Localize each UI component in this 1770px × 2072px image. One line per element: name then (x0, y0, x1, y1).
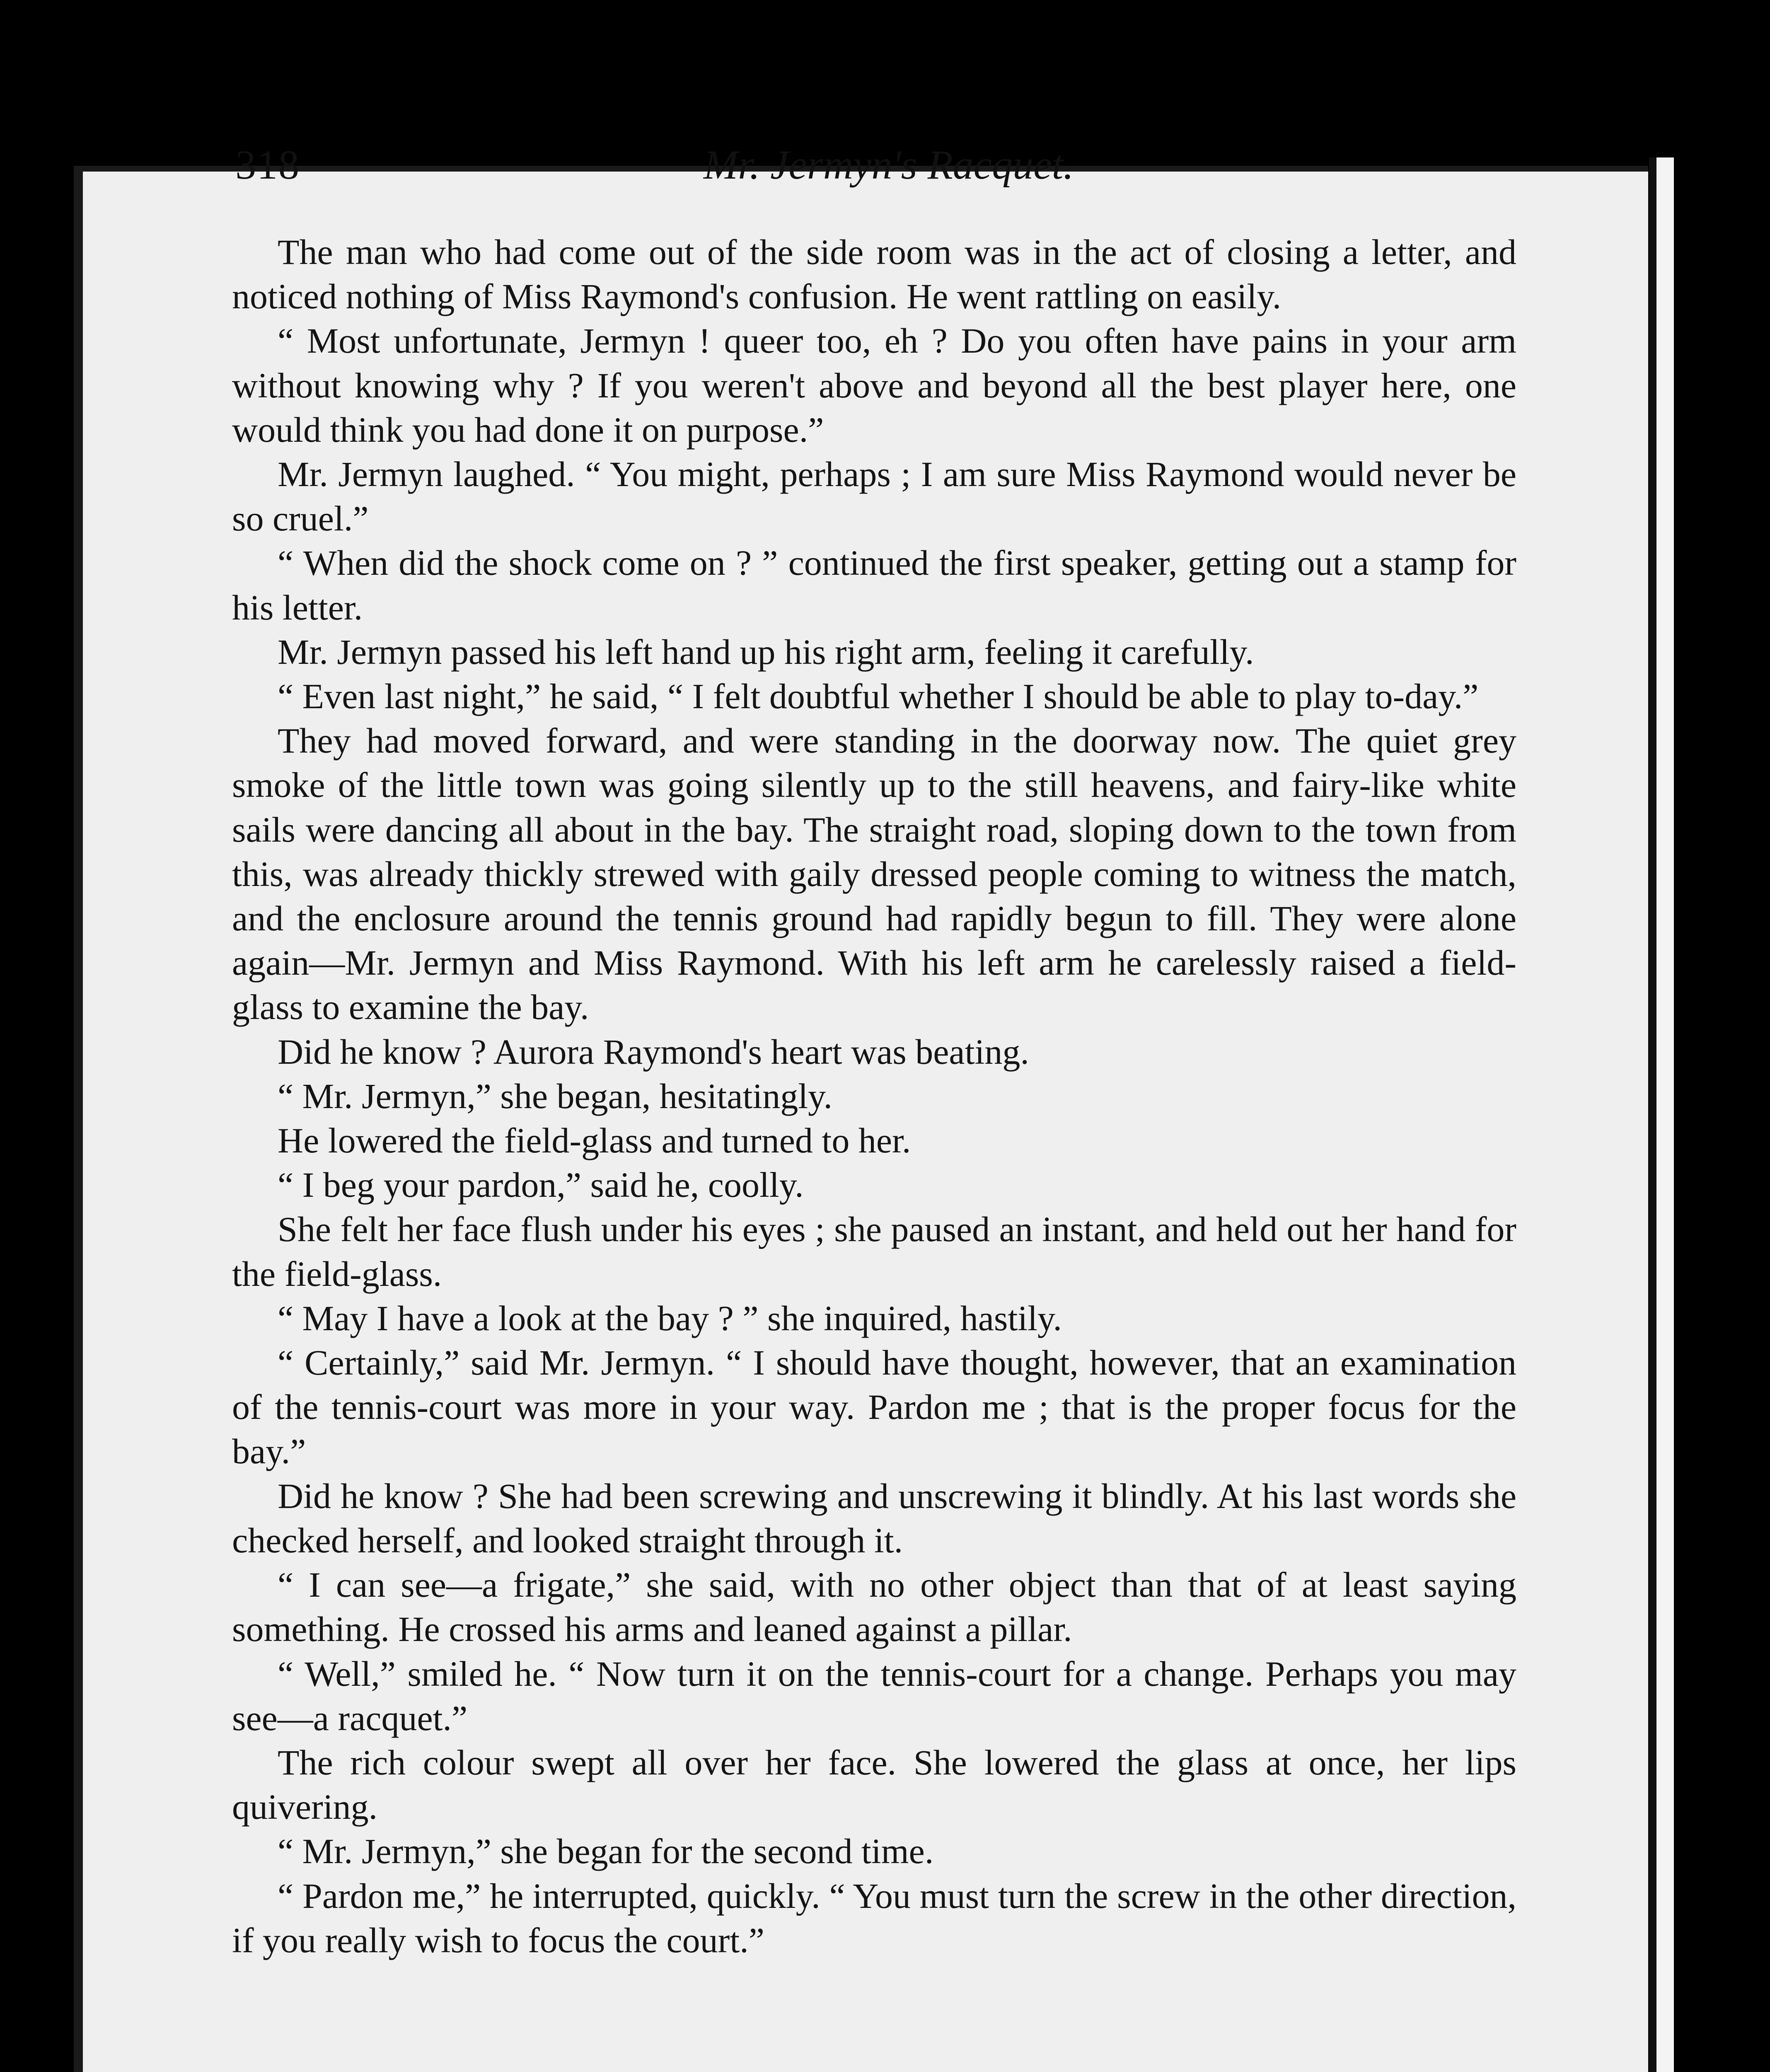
body-text (232, 230, 1516, 1963)
paragraph: “ May I have a look at the bay ? ” she inquired, hastily. (278, 1298, 1062, 1338)
paragraph: They had moved forward, and were standing in the doorway now. The quiet grey smoke of the little town was going silently up to the still heavens, and fairy-like white sails were dancing all about in the bay. The straight road, sloping down to the town from this, was already thickly strewed with gaily dressed people coming to witness the match, and the enclosure around the tennis ground had rapidly begun to fill. They were alone again—Mr. Jermyn and Miss Raymond. With his left arm he carelessly raised a field-glass to examine the bay. (232, 721, 1516, 1027)
paragraph: “ Mr. Jermyn,” she began, hesitatingly. (278, 1076, 833, 1116)
page-number: 318 (235, 142, 300, 188)
paragraph: Did he know ? She had been screwing and unscrewing it blindly. At his last words she checked herself, and looked straight through it. (232, 1476, 1516, 1560)
paragraph: The man who had come out of the side room was in the act of closing a letter, and noticed nothing of Miss Raymond's confusion. He went rattling on easily. (232, 232, 1516, 317)
right-gutter (1674, 0, 1770, 2072)
paragraph: “ Even last night,” he said, “ I felt doubtful whether I should be able to play to-day.” (278, 676, 1479, 716)
paragraph: “ Well,” smiled he. “ Now turn it on the tennis-court for a change. Perhaps you may see—a racquet.” (232, 1653, 1516, 1738)
paragraph: Mr. Jermyn laughed. “ You might, perhaps ; I am sure Miss Raymond would never be so cruel.” (232, 454, 1516, 539)
paragraph: Mr. Jermyn passed his left hand up his right arm, feeling it carefully. (278, 632, 1254, 672)
paragraph: He lowered the field-glass and turned to her. (278, 1121, 911, 1161)
paragraph: “ Mr. Jermyn,” she began for the second time. (278, 1831, 934, 1871)
page-header (235, 141, 1520, 199)
paragraph: “ When did the shock come on ? ” continued the first speaker, getting out a stamp for his letter. (232, 543, 1516, 627)
paragraph: “ Pardon me,” he interrupted, quickly. “ You must turn the screw in the other direction, if you really wish to focus the court.” (232, 1876, 1516, 1960)
paragraph: She felt her face flush under his eyes ; she paused an instant, and held out her hand for the field-glass. (232, 1209, 1516, 1294)
paragraph: “ I can see—a frigate,” she said, with no other object than that of at least saying something. He crossed his arms and leaned against a pillar. (232, 1565, 1516, 1649)
paragraph: Did he know ? Aurora Raymond's heart was beating. (278, 1031, 1029, 1072)
adjacent-page-edge (1649, 157, 1674, 2072)
running-title: Mr. Jermyn's Racquet. (704, 142, 1074, 188)
paragraph: “ Certainly,” said Mr. Jermyn. “ I should have thought, however, that an examination of the tennis-court was more in your way. Pardon me ; that is the proper focus for the bay.” (232, 1343, 1516, 1472)
paragraph: “ I beg your pardon,” said he, coolly. (278, 1165, 804, 1205)
paragraph: “ Most unfortunate, Jermyn ! queer too, eh ? Do you often have pains in your arm without knowing why ? If you weren't above and beyond all the best player here, one would think you had done it on purpose.” (232, 321, 1516, 450)
paragraph: The rich colour swept all over her face. She lowered the glass at once, her lips quivering. (232, 1742, 1516, 1827)
